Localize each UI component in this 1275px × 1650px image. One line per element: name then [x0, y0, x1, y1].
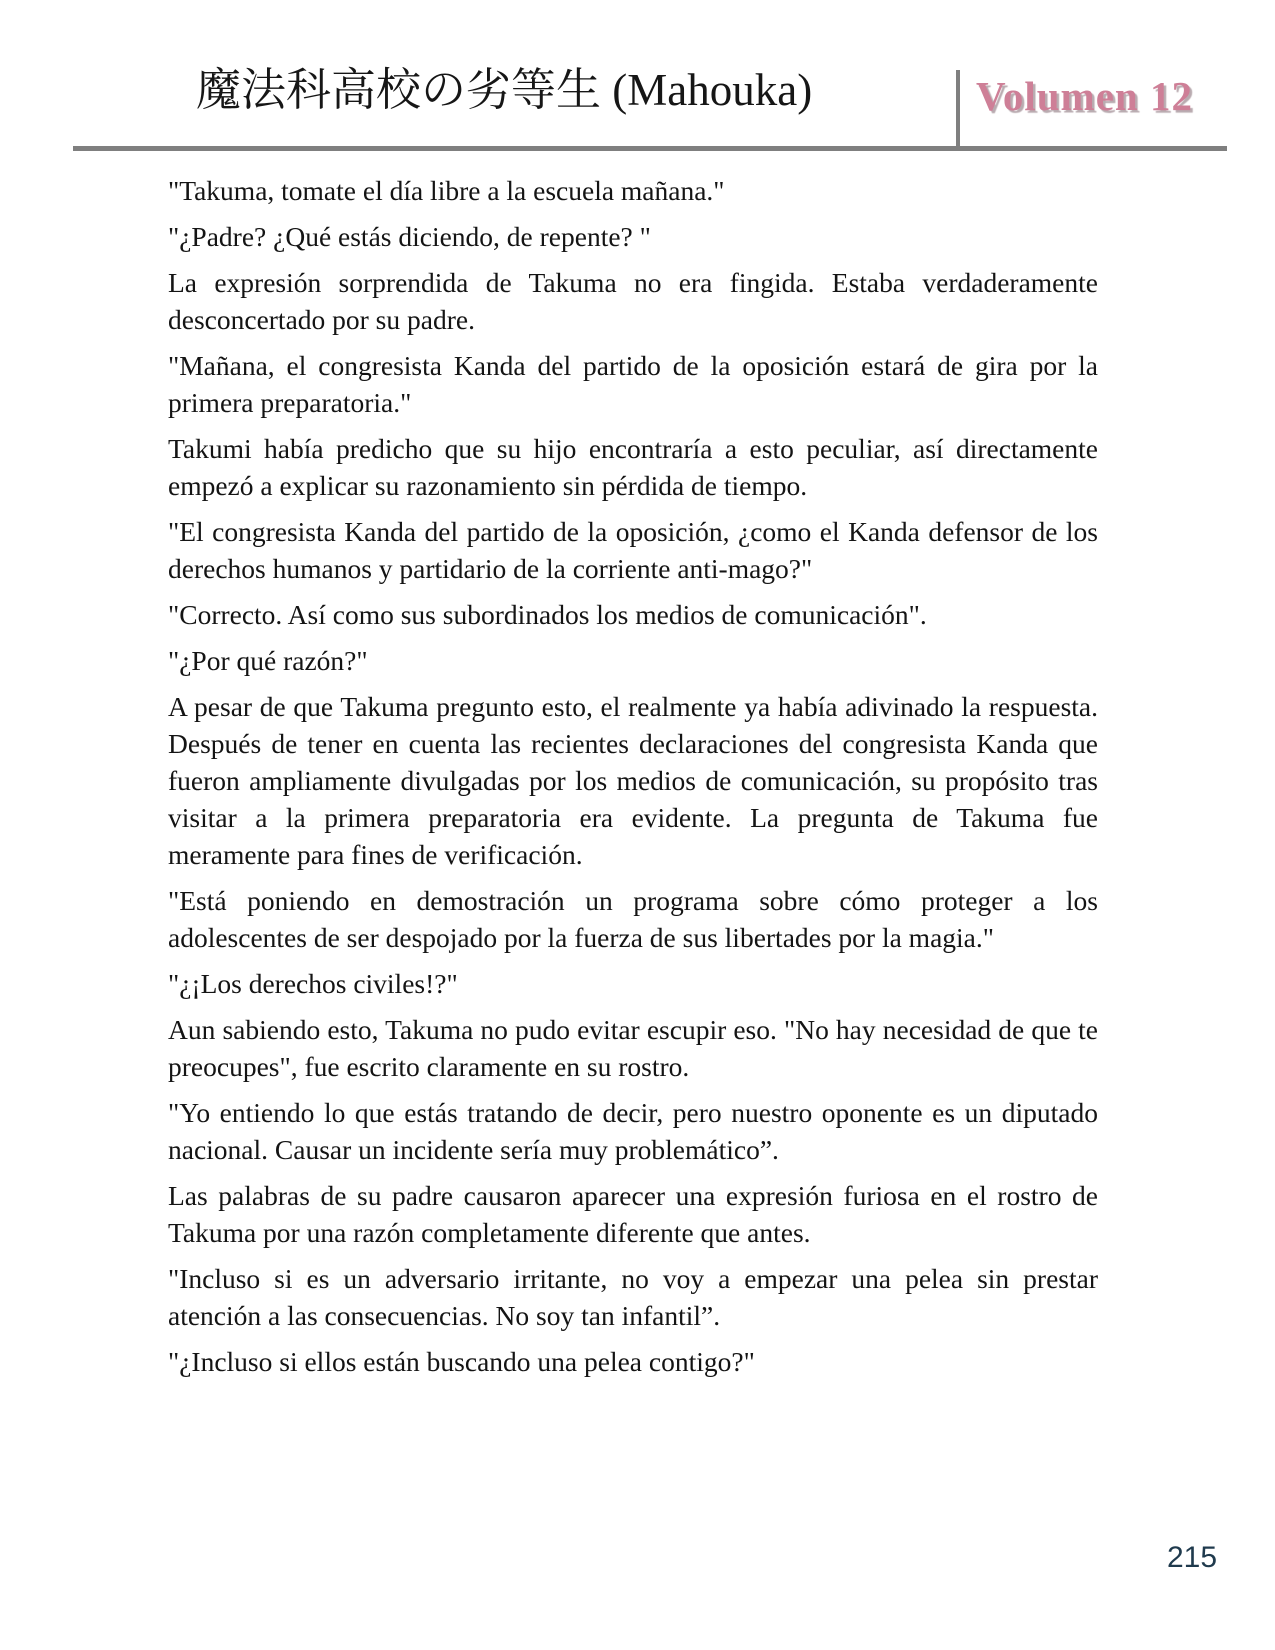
paragraph: "Incluso si es un adversario irritante, no voy a empezar una pelea sin prestar atención a las consecuencias. No soy tan infantil”. — [168, 1263, 1098, 1331]
paragraph: "Mañana, el congresista Kanda del partido de la oposición estará de gira por la primera preparatoria." — [168, 350, 1098, 418]
paragraph: "Takuma, tomate el día libre a la escuela mañana." — [168, 175, 725, 206]
paragraph: "Está poniendo en demostración un programa sobre cómo proteger a los adolescentes de ser despojado por la fuerza de sus libertades por la magia." — [168, 885, 1098, 953]
page-header — [0, 0, 1275, 152]
document-title-latin: (Mahouka) — [601, 65, 813, 115]
paragraph: "¿Incluso si ellos están buscando una pelea contigo?" — [168, 1346, 755, 1377]
paragraph: "¿Padre? ¿Qué estás diciendo, de repente? " — [168, 221, 651, 252]
paragraph: "¿¡Los derechos civiles!?" — [168, 968, 458, 999]
paragraph: "El congresista Kanda del partido de la oposición, ¿como el Kanda defensor de los derechos humanos y partidario de la corriente anti-mago?" — [168, 516, 1098, 584]
document-title — [196, 65, 813, 115]
page-number: 215 — [1167, 1541, 1218, 1574]
header-horizontal-rule — [73, 146, 1227, 151]
paragraph: Aun sabiendo esto, Takuma no pudo evitar escupir eso. "No hay necesidad de que te preocupes", fue escrito claramente en su rostro. — [168, 1014, 1098, 1082]
paragraph: "Correcto. Así como sus subordinados los medios de comunicación". — [168, 599, 927, 630]
paragraph: A pesar de que Takuma pregunto esto, el realmente ya había adivinado la respuesta. Después de tener en cuenta las recientes declaraciones del congresista Kanda que fueron ampliamente divulgadas por los medios de comunicación, su propósito tras visitar a la primera preparatoria era evidente. La pregunta de Takuma fue meramente para fines de verificación. — [168, 691, 1098, 870]
paragraph: Las palabras de su padre causaron aparecer una expresión furiosa en el rostro de Takuma por una razón completamente diferente que antes. — [168, 1180, 1098, 1248]
paragraph: "¿Por qué razón?" — [168, 645, 368, 676]
paragraph: Takumi había predicho que su hijo encontraría a esto peculiar, así directamente empezó a explicar su razonamiento sin pérdida de tiempo. — [168, 433, 1098, 501]
paragraph: La expresión sorprendida de Takuma no era fingida. Estaba verdaderamente desconcertado por su padre. — [168, 267, 1098, 335]
document-title-japanese: 魔法科高校の劣等生 — [196, 65, 602, 115]
volume-label: Volumen 12 — [976, 73, 1193, 119]
paragraph: "Yo entiendo lo que estás tratando de decir, pero nuestro oponente es un diputado nacional. Causar un incidente sería muy problemático”. — [168, 1097, 1098, 1165]
header-vertical-divider — [956, 70, 960, 148]
body-text — [168, 172, 1098, 1389]
